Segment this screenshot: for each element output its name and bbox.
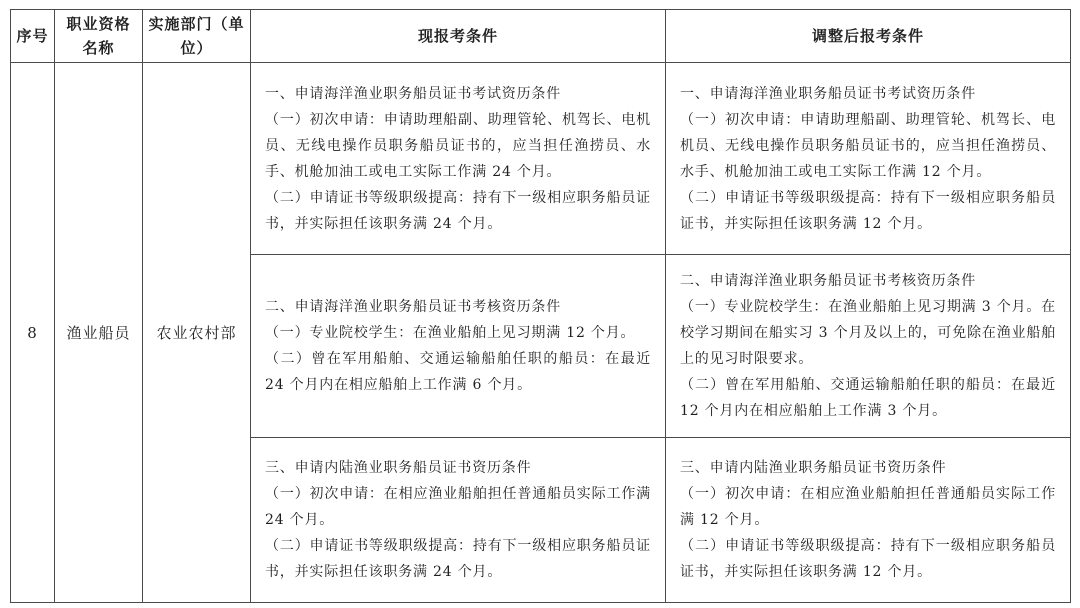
paragraph: （二）申请证书等级职级提高：持有下一级相应职务船员证书，并实际担任该职务满 24 个月。	[265, 538, 651, 580]
header-adjusted-conditions: 调整后报考条件	[666, 10, 1071, 63]
paragraph: （二）申请证书等级职级提高：持有下一级相应职务船员证书，并实际担任该职务满 12 个月。	[680, 189, 1056, 232]
paragraph: 一、申请海洋渔业职务船员证书考试资历条件	[265, 85, 561, 102]
paragraph: （一）初次申请：在相应渔业船舶担任普通船员实际工作满 12 个月。	[680, 486, 1056, 528]
cell-current-conditions-section1	[251, 63, 666, 255]
table-header-row	[11, 10, 1071, 63]
cell-implementing-dept: 农业农村部	[143, 63, 251, 603]
paragraph: 三、申请内陆渔业职务船员证书资历条件	[680, 460, 947, 476]
paragraph: 三、申请内陆渔业职务船员证书资历条件	[265, 460, 532, 476]
paragraph: （二）申请证书等级职级提高：持有下一级相应职务船员证书，并实际担任该职务满 24 个月。	[265, 189, 651, 232]
header-current-conditions: 现报考条件	[251, 10, 666, 63]
header-seq: 序号	[11, 10, 55, 63]
paragraph: （一）初次申请：在相应渔业船舶担任普通船员实际工作满 24 个月。	[265, 486, 651, 528]
table-row	[11, 63, 1071, 255]
qualification-conditions-table	[10, 9, 1071, 603]
cell-current-conditions-section3	[251, 438, 666, 603]
header-qualification-name: 职业资格名称	[55, 10, 143, 63]
paragraph: 二、申请海洋渔业职务船员证书考核资历条件	[265, 299, 561, 315]
paragraph: （二）申请证书等级职级提高：持有下一级相应职务船员证书，并实际担任该职务满 12 个月。	[680, 538, 1056, 580]
paragraph: （二）曾在军用船舶、交通运输船舶任职的船员：在最近 12 个月内在相应船舶上工作满 3 个月。	[680, 377, 1056, 419]
paragraph: （二）曾在军用船舶、交通运输船舶任职的船员：在最近 24 个月内在相应船舶上工作满 6 个月。	[265, 351, 651, 393]
cell-current-conditions-section2	[251, 255, 666, 438]
cell-seq-number: 8	[11, 63, 55, 603]
paragraph: 二、申请海洋渔业职务船员证书考核资历条件	[680, 273, 976, 289]
cell-adjusted-conditions-section1	[666, 63, 1071, 255]
cell-adjusted-conditions-section3	[666, 438, 1071, 603]
paragraph: 一、申请海洋渔业职务船员证书考试资历条件	[680, 85, 976, 102]
cell-qualification-name: 渔业船员	[55, 63, 143, 603]
header-implementing-dept: 实施部门（单位）	[143, 10, 251, 63]
paragraph: （一）初次申请：申请助理船副、助理管轮、机驾长、电机员、无线电操作员职务船员证书的，应当担任渔捞员、水手、机舱加油工或电工实际工作满 24 个月。	[265, 111, 651, 180]
cell-adjusted-conditions-section2	[666, 255, 1071, 438]
paragraph: （一）初次申请：申请助理船副、助理管轮、机驾长、电机员、无线电操作员职务船员证书的，应当担任渔捞员、水手、机舱加油工或电工实际工作满 12 个月。	[680, 111, 1056, 180]
paragraph: （一）专业院校学生：在渔业船舶上见习期满 3 个月。在校学习期间在船实习 3 个月及以上的，可免除在渔业船舶上的见习时限要求。	[680, 299, 1056, 367]
paragraph: （一）专业院校学生：在渔业船舶上见习期满 12 个月。	[265, 325, 636, 341]
